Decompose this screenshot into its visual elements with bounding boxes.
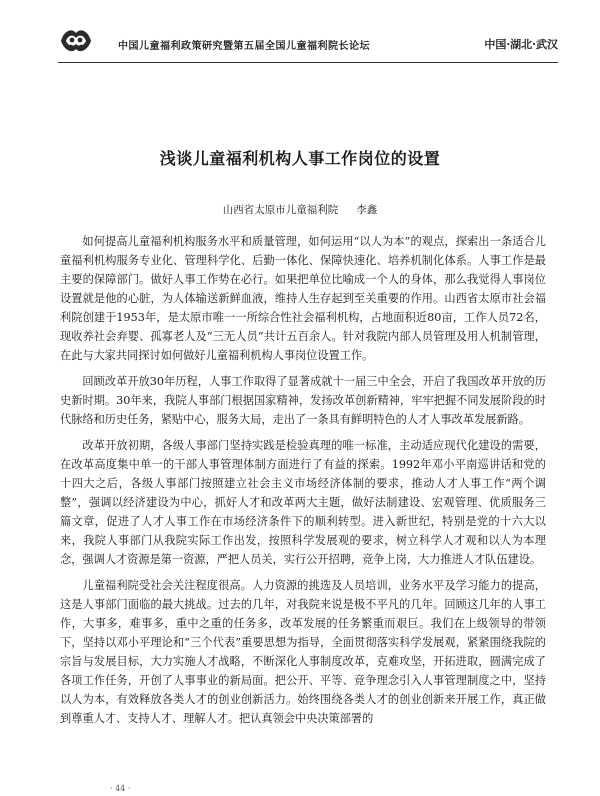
body-paragraph: 回顾改革开放30年历程，人事工作取得了显著成就十一届三中全会，开启了我国改革开放的历史新时期。30年来，我院人事部门根据国家精神，发扬改革创新精神，牢牢把握不同发展阶段的时代脉络和历史任务，紧贴中心，服务大局，走出了一条具有鲜明特色的人才人事改革发展新路。: [60, 375, 546, 426]
conference-location: 中国·湖北·武汉: [484, 38, 558, 51]
author-name: 李鑫: [356, 204, 378, 216]
body-paragraph: 改革开放初期，各级人事部门坚持实践是检验真理的唯一标准，主动适应现代化建设的需要，在改革高度集中单一的干部人事管理体制方面进行了有益的探索。1992年邓小平南巡讲话和党的十四大之后，各级人事部门按照建立社会主义市场经济体制的要求，推动人才人事工作“两个调整”，强调以经济建设为中心，抓好人才和改革两大主题，做好法制建设、宏观管理、优质服务三篇文章，促进了人才人事工作在市场经济条件下的顺利转型。进入新世纪，特别是党的十六大以来，我院人事部门从我院实际工作出发，按照科学发展观的要求，树立科学人才观和以人为本理念，强调人才资源是第一资源，严把人员关，实行公开招聘，竞争上岗，大力推进人才队伍建设。: [60, 439, 546, 566]
article-body: [60, 232, 546, 735]
page-number: · 44 ·: [110, 784, 131, 793]
body-paragraph: 如何提高儿童福利机构服务水平和质量管理，如何运用“以人为本”的观点，探索出一条适合儿童福利机构服务专业化、管理科学化、后勤一体化、保障快速化、培养机制化体系。人事工作是最主要的保障部门。做好人事工作势在必行。如果把单位比喻成一个人的身体，那么我觉得人事岗位设置就是他的心脏，为人体输送新鲜血液，维持人生存起到至关重要的作用。山西省太原市社会福利院创建于1953年，是太原市唯一一所综合性社会福利机构，占地面积近80亩，工作人员72名，现收养社会弃婴、孤寡老人及“三无人员”共计五百余人。针对我院内部人员管理及用人机制管理，在此与大家共同探讨如何做好儿童福利机构人事岗位设置工作。: [60, 235, 546, 362]
conference-emblem-icon: [58, 26, 94, 56]
article-title: 浅谈儿童福利机构人事工作岗位的设置: [159, 149, 441, 168]
body-paragraph: 儿童福利院受社会关注程度很高。人力资源的挑选及人员培训，业务水平及学习能力的提高，这是人事部门面临的最大挑战。过去的几年，对我院来说是极不平凡的几年。回顾这几年的人事工作，大事多，难事多，重中之重的任务多，改革发展的任务繁重而艰巨。我们在上级领导的带领下，坚持以邓小平理论和“三个代表”重要思想为指导，全面贯彻落实科学发展观，紧紧围绕我院的宗旨与发展目标，大力实施人才战略，不断深化人事制度改革，克难攻坚，开拓进取，圆满完成了各项工作任务，开创了人事事业的新局面。把公开、平等、竞争理念引入人事管理制度之中，坚持以人为本，有效释放各类人才的创业创新活力。始终围绕各类人才的创业创新来开展工作，真正做到尊重人才、支持人才、理解人才。把认真领会中央决策部署的: [60, 579, 546, 725]
author-affiliation: 山西省太原市儿童福利院: [222, 204, 339, 216]
author-line: [0, 202, 600, 217]
page-header: [58, 26, 558, 56]
header-divider: [58, 62, 558, 63]
conference-title: 中国儿童福利政策研究暨第五届全国儿童福利院长论坛: [118, 41, 370, 52]
